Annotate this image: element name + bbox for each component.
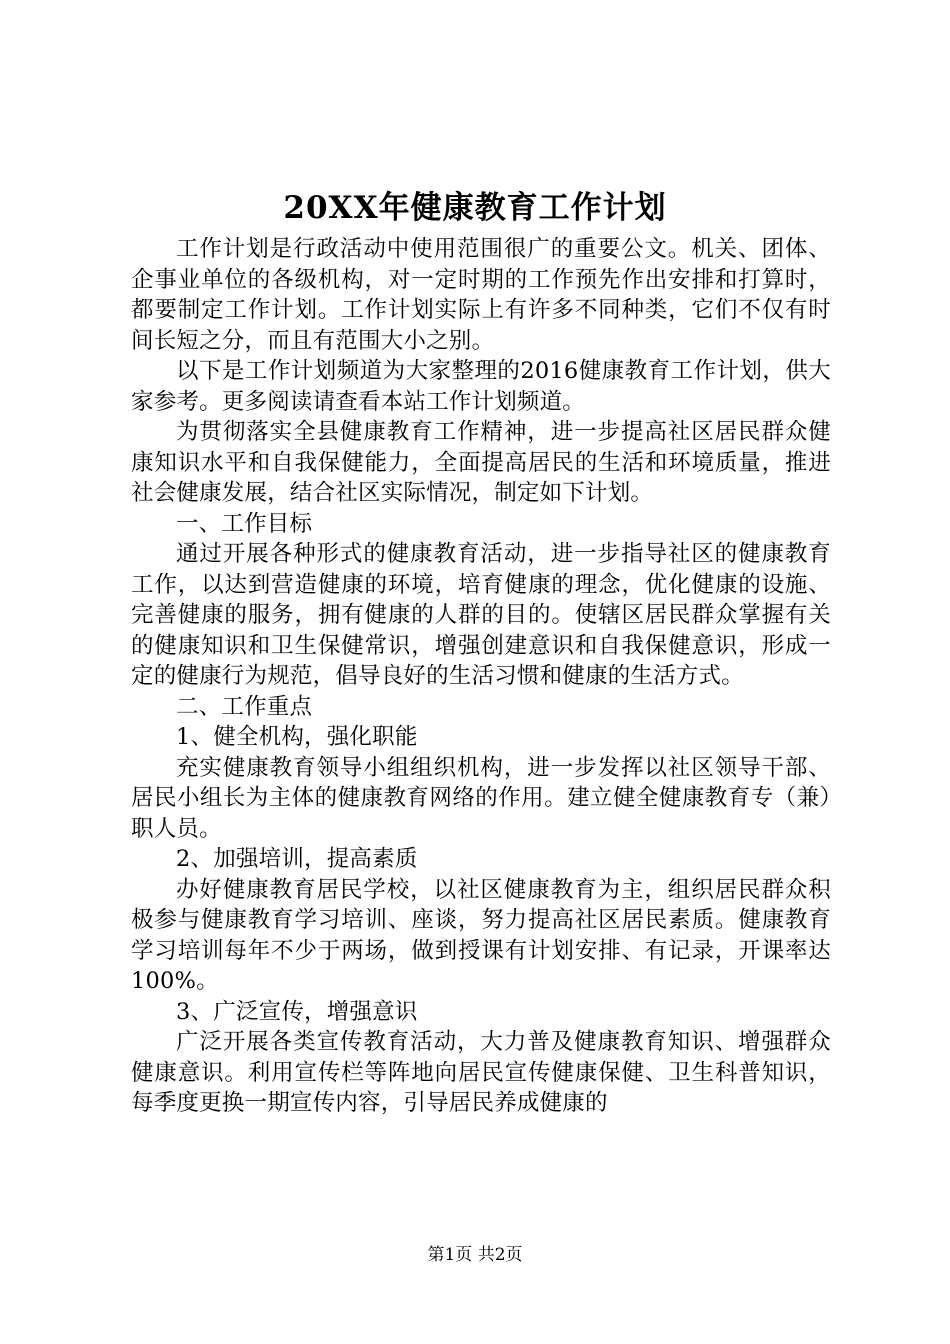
subheading-publicity: 3、广泛宣传，增强意识 [176,998,418,1025]
paragraph-goals: 通过开展各种形式的健康教育活动，进一步指导社区的健康教育工作，以达到营造健康的环境，培育健康的理念，优化健康的设施、完善健康的服务，拥有健康的人群的目的。使辖区居民群众掌握有关的健康知识和卫生保健常识，增强创建意识和自我保健意识，形成一定的健康行为规范，倡导良好的生活习惯和健康的生活方式。 [131,541,831,689]
paragraph-purpose: 为贯彻落实全县健康教育工作精神，进一步提高社区居民群众健康知识水平和自我保健能力，全面提高居民的生活和环境质量，推进社会健康发展，结合社区实际情况，制定如下计划。 [131,419,831,506]
section-heading-focus: 二、工作重点 [176,693,313,720]
subheading-training: 2、加强培训，提高素质 [176,846,418,872]
document-body [131,234,831,1119]
paragraph-intro-2: 以下是工作计划频道为大家整理的2016健康教育工作计划，供大家参考。更多阅读请查看本站工作计划频道。 [131,358,831,415]
paragraph-organization: 充实健康教育领导小组组织机构，进一步发挥以社区领导干部、居民小组长为主体的健康教育网络的作用。建立健全健康教育专（兼）职人员。 [131,754,831,842]
document-title: 20XX年健康教育工作计划 [283,190,667,226]
paragraph-intro-1: 工作计划是行政活动中使用范围很广的重要公文。机关、团体、企事业单位的各级机构，对一定时期的工作预先作出安排和打算时，都要制定工作计划。工作计划实际上有许多不同种类，它们不仅有时间长短之分，而且有范围大小之别。 [131,236,831,354]
paragraph-training: 办好健康教育居民学校，以社区健康教育为主，组织居民群众积极参与健康教育学习培训、座谈，努力提高社区居民素质。健康教育学习培训每年不少于两场，做到授课有计划安排、有记录，开课率达100%。 [131,876,831,994]
page-number-footer: 第1页 共2页 [427,1245,523,1265]
section-heading-goals: 一、工作目标 [176,510,313,537]
paragraph-publicity: 广泛开展各类宣传教育活动，大力普及健康教育知识、增强群众健康意识。利用宣传栏等阵地向居民宣传健康保健、卫生科普知识，每季度更换一期宣传内容，引导居民养成健康的 [131,1029,831,1116]
subheading-organization: 1、健全机构，强化职能 [176,724,418,750]
